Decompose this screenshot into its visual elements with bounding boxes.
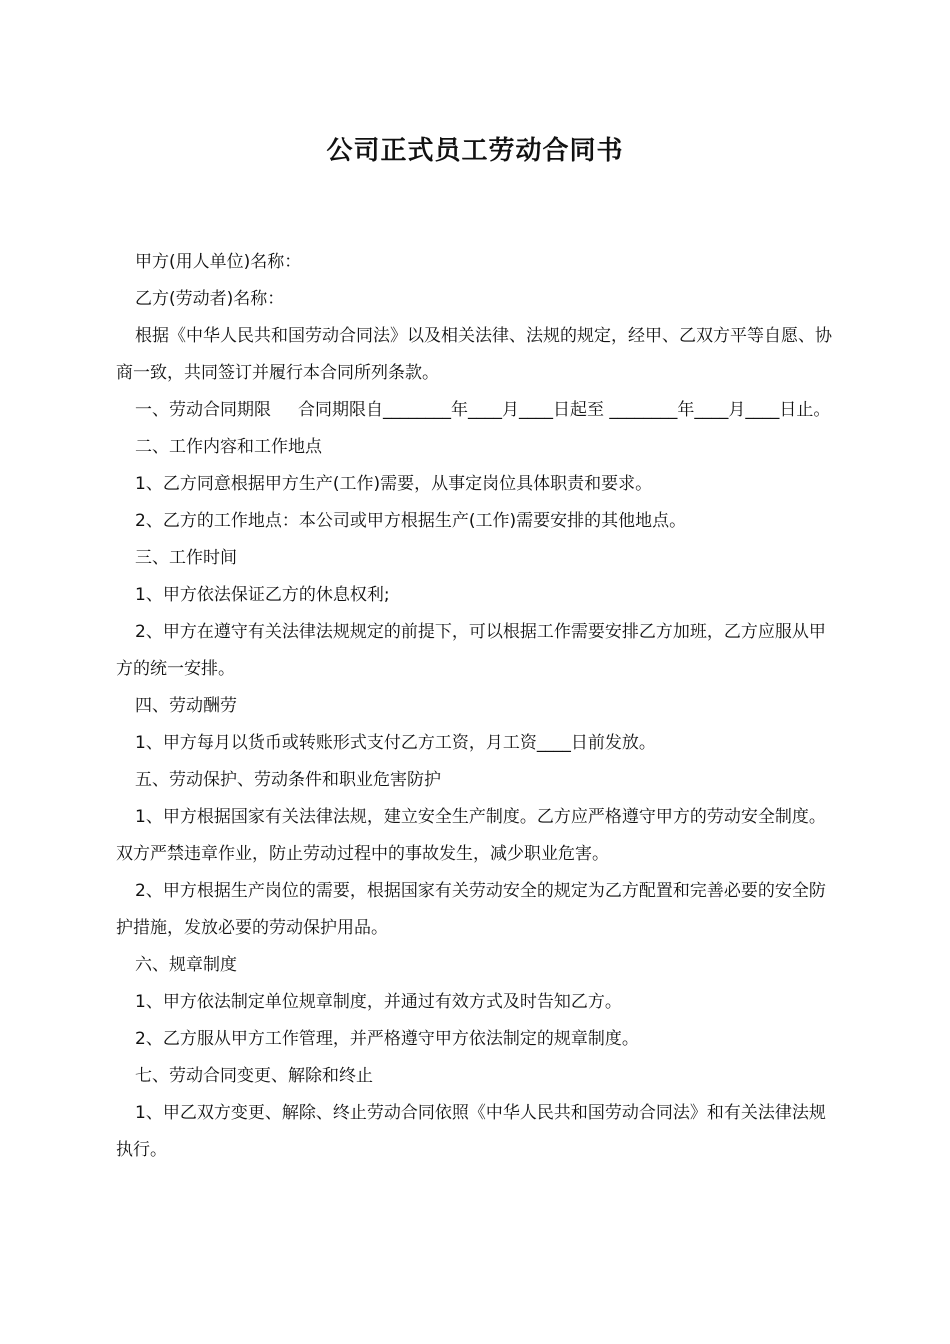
section-3-heading: 三、工作时间 xyxy=(135,548,237,568)
section-3-item-1: 1、甲方依法保证乙方的休息权利; xyxy=(135,585,390,605)
section-2-heading: 二、工作内容和工作地点 xyxy=(135,437,322,457)
section-1-contract-term: 一、劳动合同期限 合同期限自________年____月____日起至 ________年____月____日止。 xyxy=(135,400,831,420)
section-7-heading: 七、劳动合同变更、解除和终止 xyxy=(135,1066,373,1086)
section-2-item-2: 2、乙方的工作地点：本公司或甲方根据生产(工作)需要安排的其他地点。 xyxy=(135,511,687,531)
preamble-paragraph: 根据《中华人民共和国劳动合同法》以及相关法律、法规的规定，经甲、乙双方平等自愿、协商一致，共同签订并履行本合同所列条款。 xyxy=(116,326,832,383)
document-title: 公司正式员工劳动合同书 xyxy=(326,136,624,166)
section-3-item-2: 2、甲方在遵守有关法律法规规定的前提下，可以根据工作需要安排乙方加班，乙方应服从甲方的统一安排。 xyxy=(116,622,826,679)
section-4-item-1: 1、甲方每月以货币或转账形式支付乙方工资，月工资____日前发放。 xyxy=(135,733,656,753)
section-5-item-1: 1、甲方根据国家有关法律法规，建立安全生产制度。乙方应严格遵守甲方的劳动安全制度。双方严禁违章作业，防止劳动过程中的事故发生，减少职业危害。 xyxy=(116,807,826,864)
section-7-item-1: 1、甲乙双方变更、解除、终止劳动合同依照《中华人民共和国劳动合同法》和有关法律法规执行。 xyxy=(116,1103,826,1160)
document-body xyxy=(116,244,836,1169)
section-5-item-2: 2、甲方根据生产岗位的需要，根据国家有关劳动安全的规定为乙方配置和完善必要的安全防护措施，发放必要的劳动保护用品。 xyxy=(116,881,826,938)
section-6-item-2: 2、乙方服从甲方工作管理，并严格遵守甲方依法制定的规章制度。 xyxy=(135,1029,639,1049)
party-b-name-line: 乙方(劳动者)名称： xyxy=(135,289,285,309)
section-6-item-1: 1、甲方依法制定单位规章制度，并通过有效方式及时告知乙方。 xyxy=(135,992,622,1012)
party-a-name-line: 甲方(用人单位)名称： xyxy=(135,252,302,272)
section-2-item-1: 1、乙方同意根据甲方生产(工作)需要，从事定岗位具体职责和要求。 xyxy=(135,474,653,494)
section-4-heading: 四、劳动酬劳 xyxy=(135,696,237,716)
section-5-heading: 五、劳动保护、劳动条件和职业危害防护 xyxy=(135,770,441,790)
section-6-heading: 六、规章制度 xyxy=(135,955,237,975)
